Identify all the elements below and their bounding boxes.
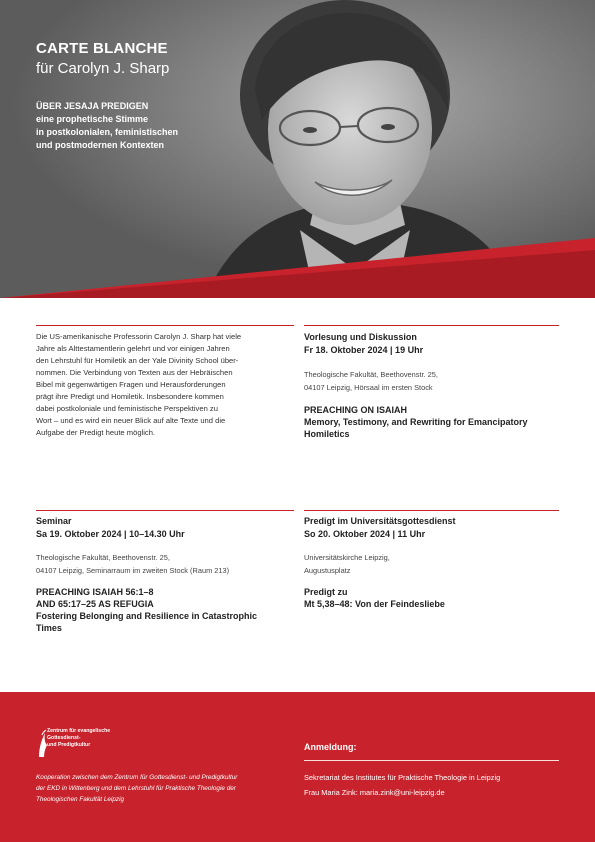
registration-email[interactable]: Frau Maria Zink: maria.zink@uni-leipzig.de: [304, 788, 445, 797]
divider-intro: [36, 325, 294, 326]
cooperation-note: [36, 772, 237, 805]
hero-tagline: [36, 100, 178, 152]
registration-heading: Anmeldung:: [304, 742, 357, 752]
hero-tagline-line: in postkolonialen, feministischen: [36, 127, 179, 137]
logo-text-line: Gottesdienst-: [47, 735, 81, 741]
intro-line: den Lehrstuhl für Homiletik an der Yale Divinity School über-: [36, 356, 239, 365]
event-location-line: 04107 Leipzig, Hörsaal im ersten Stock: [304, 383, 433, 392]
logo-text-line: und Predigtkultur: [47, 742, 91, 748]
cooperation-line: Kooperation zwischen dem Zentrum für Gottesdienst- und Predigtkultur: [36, 774, 238, 781]
intro-line: Die US-amerikanische Professorin Carolyn J. Sharp hat viele: [36, 332, 242, 341]
intro-paragraph: [36, 331, 294, 439]
event-location-line: Augustusplatz: [304, 566, 351, 575]
event-lecture: [304, 331, 559, 440]
event-title-line: Predigt zu: [304, 587, 348, 597]
event-location-line: Universitätskirche Leipzig,: [304, 553, 390, 562]
hero-banner: [0, 0, 595, 298]
event-title-line: AND 65:17–25 AS REFUGIA: [36, 599, 154, 609]
intro-line: Aufgabe der Predigt heute möglich.: [36, 428, 156, 437]
hero-tagline-line: ÜBER JESAJA PREDIGEN: [36, 101, 149, 111]
event-date: Fr 18. Oktober 2024 | 19 Uhr: [304, 345, 424, 355]
logo-text-line: Zentrum für evangelische: [47, 728, 111, 734]
intro-line: prägt ihre Predigt und Homiletik. Insbesondere kommen: [36, 392, 224, 401]
event-location-line: Theologische Fakultät, Beethovenstr. 25,: [36, 553, 170, 562]
event-title-line: Fostering Belonging and Resilience in Catastrophic: [36, 611, 258, 621]
divider-seminar: [36, 510, 294, 511]
cooperation-line: der EKD in Wittenberg und dem Lehrstuhl für Praktische Theologie der: [36, 785, 236, 792]
intro-line: dabei postkoloniale und feministische Perspektiven zu: [36, 404, 218, 413]
divider-lecture: [304, 325, 559, 326]
event-title-line: Homiletics: [304, 429, 350, 439]
intro-line: Jahre als Alttestamentlerin gelehrt und vor einigen Jahren: [36, 344, 230, 353]
logo-text: [47, 728, 110, 749]
event-date: So 20. Oktober 2024 | 11 Uhr: [304, 529, 426, 539]
event-title-line: Memory, Testimony, and Rewriting for Emancipatory: [304, 417, 528, 427]
intro-line: Bibel mit gegenwärtigen Fragen und Herausforderungen: [36, 380, 226, 389]
event-location-line: 04107 Leipzig, Seminarraum im zweiten Stock (Raum 213): [36, 566, 230, 575]
hero-title: CARTE BLANCHE: [36, 40, 168, 57]
registration-divider: [304, 760, 559, 761]
hero-tagline-line: eine prophetische Stimme: [36, 114, 149, 124]
event-date: Sa 19. Oktober 2024 | 10–14.30 Uhr: [36, 529, 185, 539]
hero-subtitle: für Carolyn J. Sharp: [36, 60, 170, 77]
event-title-line: Mt 5,38–48: Von der Feindesliebe: [304, 599, 445, 609]
registration-line: Sekretariat des Institutes für Praktische Theologie in Leipzig: [304, 773, 501, 782]
footer-band: [0, 692, 595, 842]
event-title-line: PREACHING ISAIAH 56:1–8: [36, 587, 154, 597]
intro-line: Wort – und es wird ein neuer Blick auf alte Texte und die: [36, 416, 226, 425]
divider-sermon: [304, 510, 559, 511]
registration-info: [304, 770, 500, 800]
event-sermon: [304, 515, 559, 610]
event-type: Seminar: [36, 516, 72, 526]
hero-tagline-line: und postmodernen Kontexten: [36, 140, 164, 150]
event-location-line: Theologische Fakultät, Beethovenstr. 25,: [304, 370, 438, 379]
cooperation-line: Theologischen Fakultät Leipzig: [36, 796, 125, 803]
event-type: Predigt im Universitätsgottesdienst: [304, 516, 456, 526]
event-title-line: Times: [36, 623, 62, 633]
intro-line: nommen. Die Verbindung von Texten aus der Hebräischen: [36, 368, 233, 377]
event-title-line: PREACHING ON ISAIAH: [304, 405, 408, 415]
event-type: Vorlesung und Diskussion: [304, 332, 417, 342]
event-seminar: [36, 515, 294, 634]
